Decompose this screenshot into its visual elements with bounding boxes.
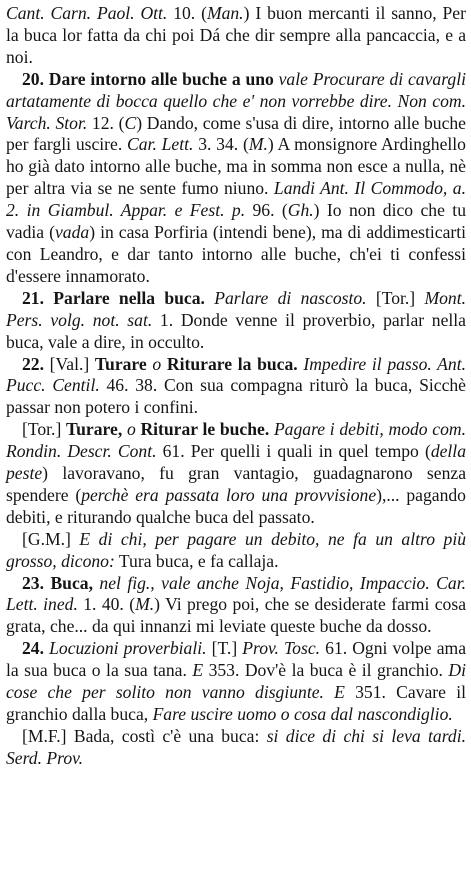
text-run: 61. Per quelli i quali in quel tempo ( <box>156 441 431 462</box>
italic-text: M. <box>248 134 268 155</box>
italic-text: Man. <box>206 3 244 23</box>
entry-paragraph <box>6 573 466 639</box>
text-run: 12. ( <box>87 112 125 133</box>
italic-text: M. <box>135 594 155 615</box>
text-run: ) I buon mercanti il sanno, Per la buca lor fatta da chi poi Dá che dir sempre alla pancaccia, e a noi. <box>6 3 466 67</box>
text-run: 3. 34. ( <box>193 134 249 155</box>
entry-number: 24. <box>22 638 44 659</box>
italic-text: Gh. <box>287 200 314 221</box>
text-run: [Val.] <box>44 353 95 374</box>
entry-number: 21. <box>22 287 44 308</box>
entry-number: 22. <box>22 353 44 374</box>
italic-text: Car. Lett. <box>127 134 194 155</box>
italic-text: vada <box>55 222 90 243</box>
entry-headword: Parlare nella buca. <box>53 287 205 308</box>
italic-text: della peste <box>6 441 466 484</box>
entry-headword: Dare intorno alle buche a uno <box>48 68 274 89</box>
entry-paragraph <box>6 3 466 69</box>
text-run: [G.M.] <box>22 528 80 549</box>
text-run: ) A monsignore Ardinghello ho già dato intorno alle buche, ma in somma non esce a nulla, nè per altra via se ne sente fumo niuno. <box>6 134 466 199</box>
text-run: [T.] <box>206 638 243 659</box>
text-run: Tura buca, e fa callaja. <box>114 550 279 571</box>
text-run: 351. Cavare il granchio dalla buca, <box>6 682 466 724</box>
text-run: ) Vi prego poi, che se desiderate farmi cosa grata, che... da qui innanzi mi leviate queste buche da dosso. <box>6 594 467 637</box>
italic-text: nel fig., vale anche Noja, Fastidio, Impaccio. Car. Lett. ined. <box>6 572 466 615</box>
entry-paragraph <box>6 726 466 770</box>
entry-number: 20. <box>22 68 44 89</box>
entry-headword: Turare, <box>66 419 123 440</box>
text-run: 1. 40. ( <box>77 594 136 615</box>
text-run <box>44 288 53 308</box>
entry-paragraph <box>6 69 466 288</box>
italic-text: Impedire il passo. Ant. Pucc. Centil. <box>6 353 467 396</box>
text-run: [M.F.] Bada, costì c'è una buca: <box>22 725 267 746</box>
italic-text: Di cose che per solito non vanno disgiunte. E <box>6 660 466 703</box>
italic-text: Fare uscire uomo o cosa dal nascondiglio. <box>152 704 453 724</box>
entry-paragraph <box>6 354 466 420</box>
text-run: ) Io non dico che tu vadia ( <box>6 200 466 243</box>
text-run: 10. ( <box>167 3 207 23</box>
italic-text: E di chi, per pagare un debito, ne fa un altro più grosso, dicono: <box>6 528 466 571</box>
italic-text: o <box>126 419 136 440</box>
text-run: 1. Donde venne il proverbio, parlar nella buca, vale a dire, in occulto. <box>6 309 466 352</box>
italic-text: E <box>192 660 204 681</box>
italic-text: si dice di chi si leva tardi. Serd. Prov. <box>6 725 466 768</box>
text-run: 353. Dov'è la buca è il granchio. <box>203 660 449 681</box>
italic-text: Locuzioni proverbiali. <box>49 638 207 659</box>
text-run: 61. Ogni volpe ama la sua buca o la sua tana. <box>6 638 467 681</box>
text-run: ) lavoravano, fu gran vantagio, guadagnarono senza spendere ( <box>6 463 466 505</box>
entry-paragraph <box>6 288 466 354</box>
entry-paragraph <box>6 638 466 726</box>
italic-text: Landi Ant. Il Commodo, a. 2. in Giambul. Appar. e Fest. p. <box>6 178 466 221</box>
entry-number: 23. <box>22 572 44 593</box>
italic-text: Prov. Tosc. <box>242 638 321 659</box>
text-run: [Tor.] <box>22 419 67 440</box>
italic-text: Pagare i debiti, modo com. Rondin. Descr. Cont. <box>6 419 467 462</box>
text-run <box>205 288 214 308</box>
entry-headword: Riturar le buche. <box>140 419 270 440</box>
entry-paragraph <box>6 419 466 529</box>
entry-paragraph <box>6 529 466 573</box>
text-run: [Tor.] <box>366 287 425 308</box>
italic-text: vale Procurare di cavargli artatamente di bocca quello che e' non vorrebbe dire. Non com. Varch. Stor. <box>6 68 466 133</box>
text-run: ) Dando, come s'usa di dire, intorno alle buche per fargli uscire. <box>6 112 466 155</box>
italic-text: Cant. Carn. Paol. Ott. <box>6 3 168 23</box>
italic-text: Parlare di nascosto. <box>214 287 367 308</box>
text-run: 96. ( <box>245 200 288 221</box>
text-run: 46. 38. Con sua compagna riturò la buca, Sicchè passar non potero i confini. <box>6 375 466 418</box>
italic-text: o <box>152 353 162 374</box>
entry-headword: Turare <box>94 353 147 374</box>
italic-text: C <box>124 112 137 133</box>
text-run: ) in casa Porfiria (intendi bene), ma di addimesticarti con Leandro, e dar tanto intorno alle buche, ch'ei ti confessi d'essere innamorato. <box>6 222 467 286</box>
text-run: ),... pagando debiti, e riturando qualche buca del passato. <box>6 484 466 527</box>
entry-headword: Buca, <box>50 572 93 593</box>
italic-text: perchè era passata loro una provvisione <box>81 484 377 505</box>
entry-headword: Riturare la buca. <box>166 353 298 374</box>
italic-text: Mont. Pers. volg. not. sat. <box>6 287 466 330</box>
